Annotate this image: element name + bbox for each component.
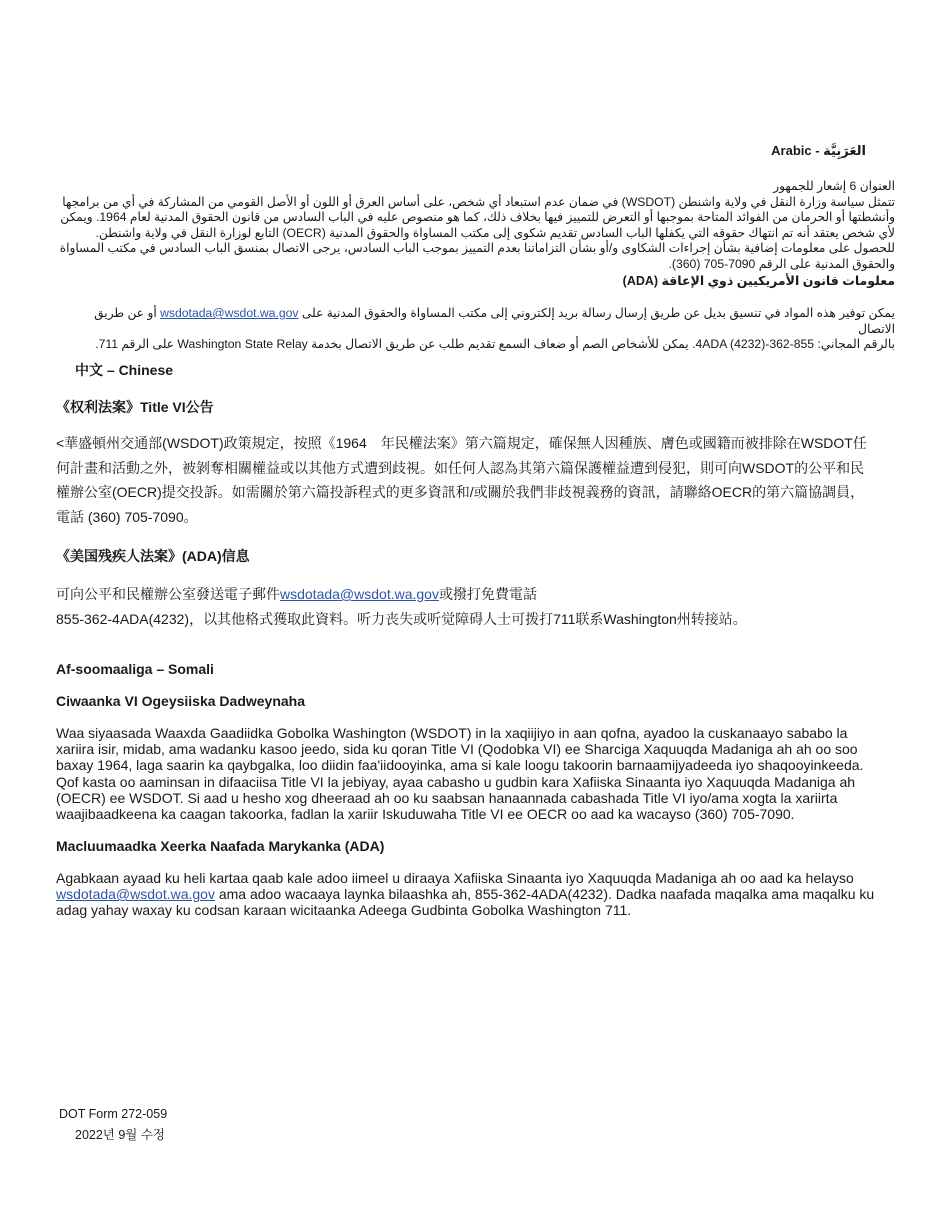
arabic-language-label: العَرَبِيَّة - Arabic	[771, 143, 866, 158]
arabic-notice	[55, 179, 895, 273]
somali-ada-text-after: ama adoo wacaaya laynka bilaashka ah, 855-362-4ADA(4232). Dadka naafada maqalka ama maqalku ku adag yahay waxay ku codsan karaan wicitaanka Adeega Gudbinta Gobolka Washington 711.	[56, 886, 875, 919]
arabic-ada-text-before: يمكن توفير هذه المواد في تنسيق بديل عن طريق إرسال رسالة بريد إلكتروني إلى مكتب المساواة والحقوق المدنية على	[298, 306, 895, 320]
footer-revision: 2022년 9월 수정	[75, 1128, 166, 1142]
arabic-ada-line1	[55, 306, 895, 337]
somali-ada-body	[56, 870, 876, 919]
somali-ada-email-link[interactable]: wsdotada@wsdot.wa.gov	[56, 886, 215, 903]
chinese-ada-heading: 《美国残疾人法案》(ADA)信息	[56, 548, 250, 564]
arabic-ada-heading: معلومات قانون الأمريكيين ذوي الإعاقة (ADA)	[622, 274, 895, 288]
somali-language-label: Af-soomaaliga – Somali	[56, 661, 214, 677]
chinese-ada-text-after: 或撥打免費電話	[438, 586, 537, 602]
somali-ada-heading: Macluumaadka Xeerka Naafada Marykanka (ADA)	[56, 838, 385, 854]
arabic-ada-line2: بالرقم المجاني: 855-362-4ADA (4232). يمكن للأشخاص الصم أو ضعاف السمع تقديم طلب عن طريق الاتصال بخدمة Washington State Relay على الرقم 711.	[95, 337, 895, 352]
somali-notice-title: Ciwaanka VI Ogeysiiska Dadweynaha	[56, 693, 306, 709]
arabic-notice-body: تتمثل سياسة وزارة النقل في ولاية واشنطن (WSDOT) في ضمان عدم استبعاد أي شخص، على أساس العرق أو اللون أو الأصل القومي من المشاركة في أي من برامجها وأنشطتها أو الحرمان من الفوائد المتاحة بموجبها أو التعرض للتمييز فيها بخلاف ذلك، كما هو منصوص عليه في الباب السادس من قانون الحقوق المدنية لعام 1964. ويمكن لأي شخص يعتقد أنه تم انتهاك حقوقه التي يكفلها الباب السادس تقديم شكوى إلى مكتب المساواة والحقوق المدنية (OECR) التابع لوزارة النقل في ولاية واشنطن. للحصول على معلومات إضافية بشأن إجراءات الشكاوى و/أو بشأن التزاماتنا بعدم التمييز بموجب الباب السادس، يرجى الاتصال بمنسق الباب السادس في مكتب المساواة والحقوق المدنية على الرقم 7090-705 (360).	[59, 194, 895, 271]
chinese-ada-email-link[interactable]: wsdotada@wsdot.wa.gov	[280, 586, 439, 602]
chinese-ada-text-before: 可向公平和民權辦公室發送電子郵件	[56, 586, 280, 602]
chinese-ada-line2: 855-362-4ADA(4232)，以其他格式獲取此資料。听力丧失或听觉障碍人士可拨打711联系Washington州转接站。	[56, 610, 747, 627]
chinese-ada-body	[56, 582, 896, 631]
somali-ada-line1: Agabkaan ayaad ku heli kartaa qaab kale adoo iimeel u diraaya Xafiiska Sinaanta iyo Xaquuqda Madaniga ah oo aad ka helayso	[56, 870, 854, 886]
arabic-notice-title: العنوان 6 إشعار للجمهور	[773, 179, 895, 193]
chinese-language-label: 中文 – Chinese	[75, 362, 174, 378]
chinese-notice-title: 《权利法案》Title VI公告	[56, 399, 214, 415]
footer-form-number: DOT Form 272-059	[59, 1107, 168, 1121]
arabic-ada-email-link[interactable]: wsdotada@wsdot.wa.gov	[160, 306, 299, 320]
arabic-ada-text-after: أو عن طريق الاتصال	[94, 306, 895, 336]
somali-notice-body: Waa siyaasada Waaxda Gaadiidka Gobolka Washington (WSDOT) in la xaqiijiyo in aan qofna, ayadoo la cuskanaayo sababo la xariira isir, midab, ama wadanku kasoo jeedo, sida ku qoran Title VI (Qodobka VI) ee Sharciga Xaquuqda Madaniga ah ah oo soo baxay 1964, laga saarin ka qaybgalka, loo diidin faa'iidooyinka, ama si kale loogu takoorin barnaamijyadeeda iyo shaqooyinkeeda. Qof kasta oo aaminsan in difaaciisa Title VI la jebiyay, ayaa cabasho u gudbin kara Xafiiska Sinaanta iyo Xaquuqda Madaniga ah (OECR) ee WSDOT. Si aad u hesho xog dheeraad ah oo ku saabsan hanaannada cabashada Title VI iyo/ama xogta la xariirta waajibaadkeena ka caagan takoorka, fadlan la xariir Iskuduwaha Title VI ee OECR oo aad ka wacayso (360) 705-7090.	[56, 725, 864, 823]
chinese-ada-line1	[56, 582, 896, 607]
somali-ada-line2	[56, 886, 876, 918]
arabic-ada-body	[55, 306, 895, 353]
chinese-notice-body: <華盛頓州交通部(WSDOT)政策規定，按照《1964 年民權法案》第六篇規定，確保無人因種族、膚色或國籍而被排除在WSDOT任何計畫和活動之外，被剝奪相關權益或以其他方式遭到歧視。如任何人認為其第六篇保護權益遭到侵犯，則可向WSDOT的公平和民權辦公室(OECR)提交投訴。如需關於第六篇投訴程式的更多資訊和/或關於我們非歧視義務的資訊，請聯絡OECR的第六篇協調員，電話 (360) 705-7090。	[56, 435, 867, 525]
